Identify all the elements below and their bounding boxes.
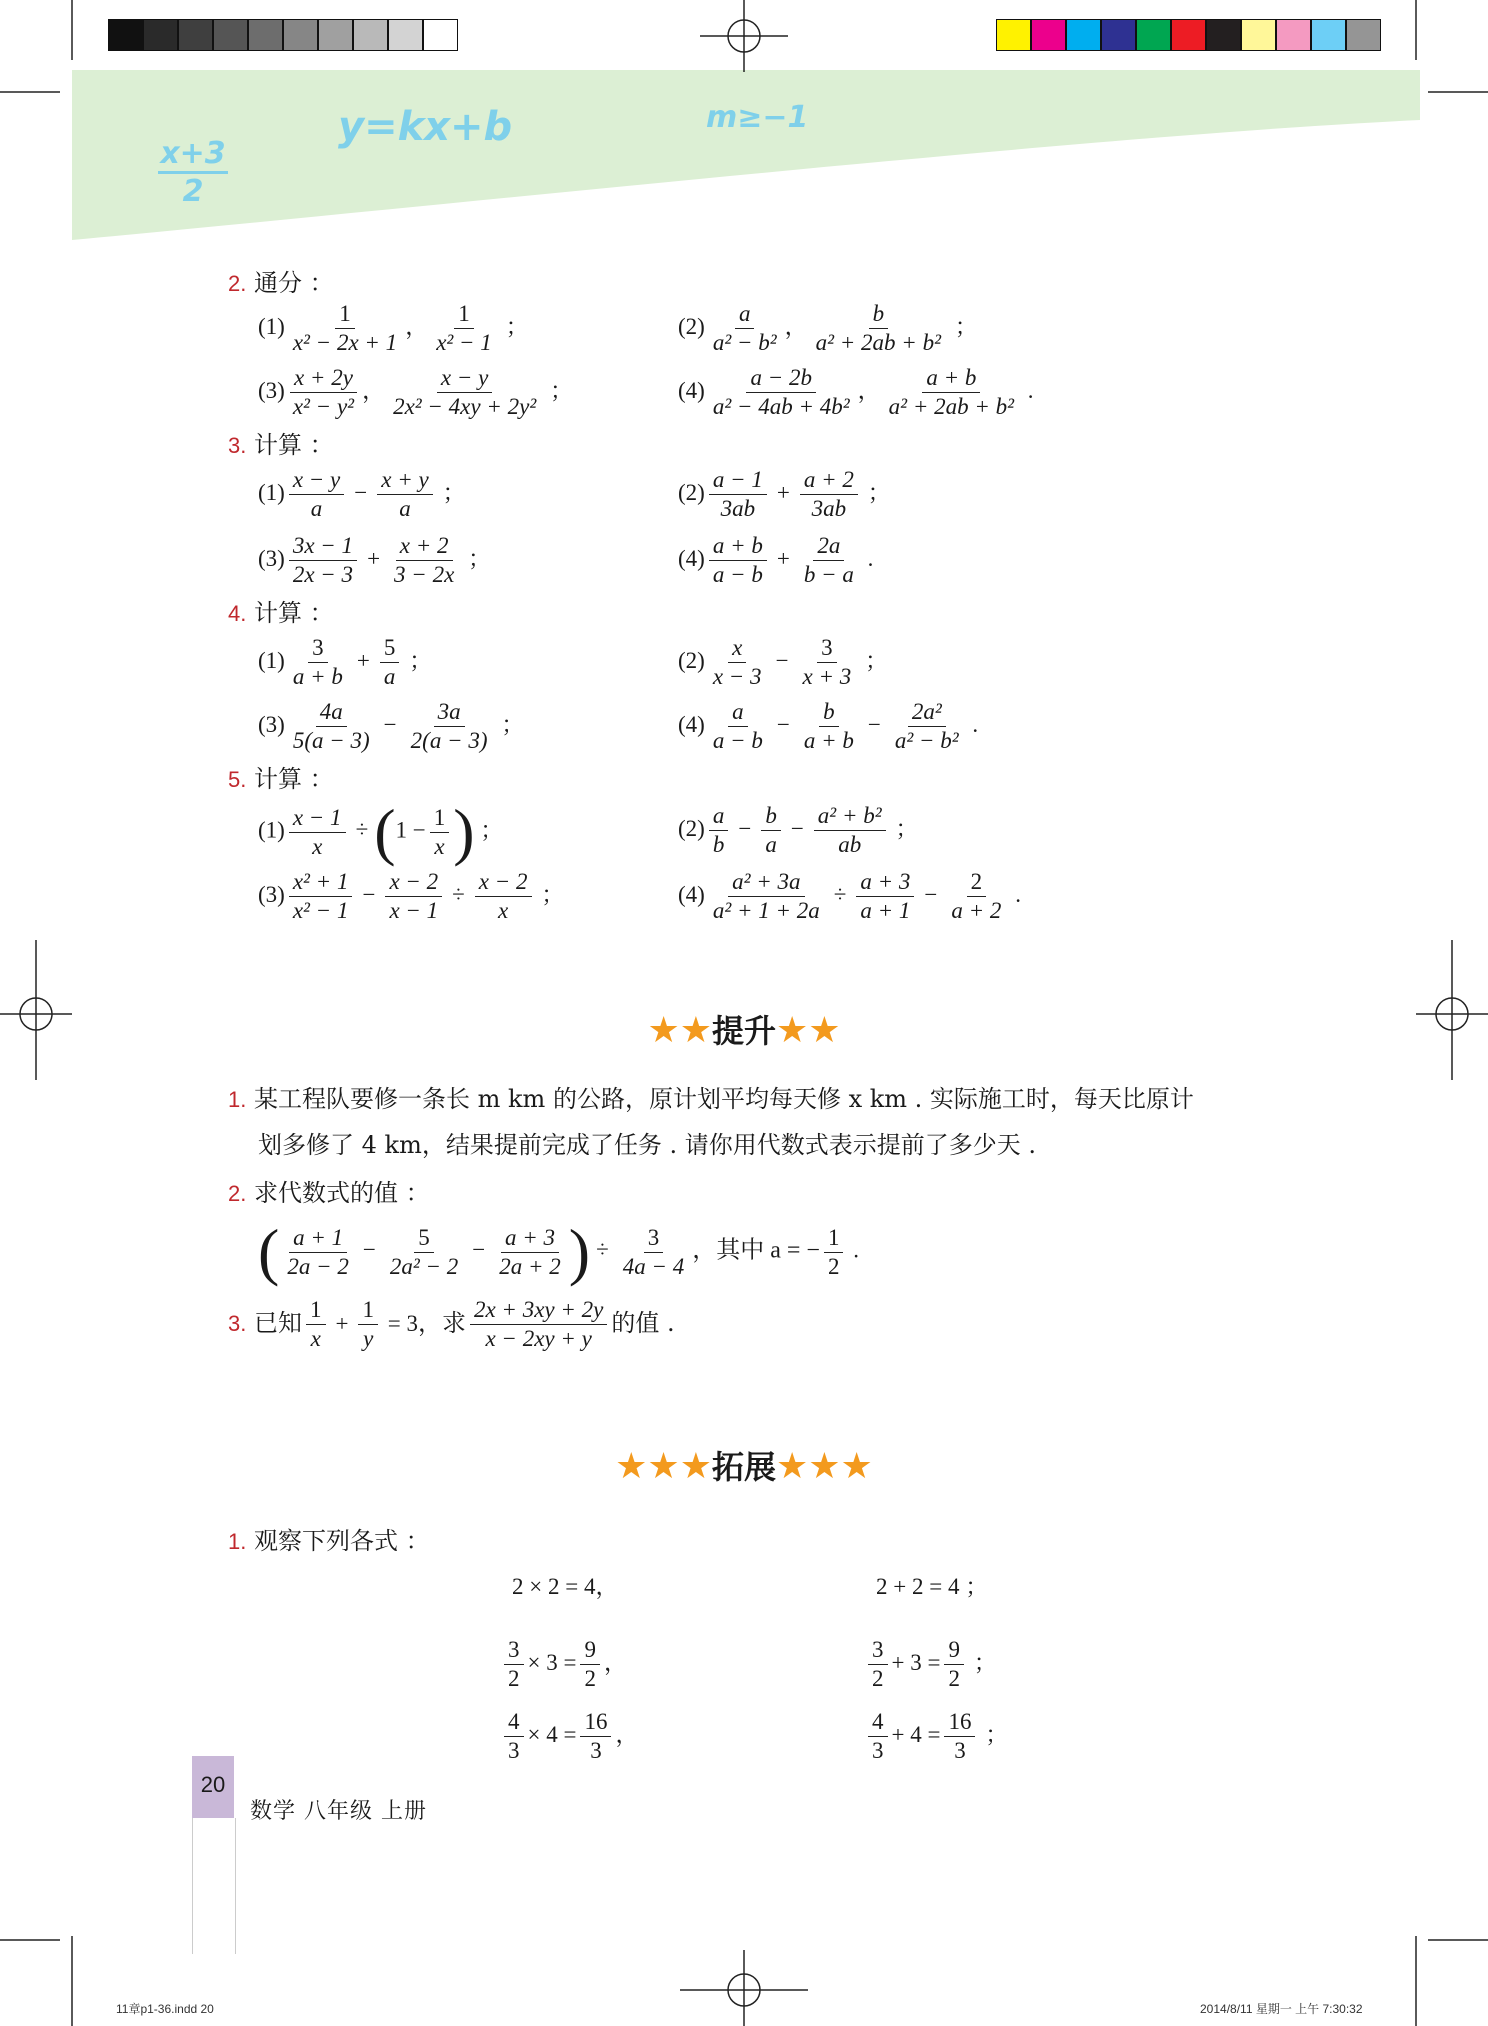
q5-1: (1) $\frac{x - 1}{x}$ ÷(1 − $\frac{1}{x}$ ) ； — [258, 796, 504, 867]
ts3: 3. 已知 $\frac{1}{x}$ + $\frac{1}{y}$ = 3，求 $\frac{2x + 3xy + 2y}{x - 2xy + y}$ 的值 . — [228, 1297, 675, 1351]
q5-3: (3) $\frac{\text{x² + 1}}{\text{x² − 1}}$ − $\frac{x - 2}{x - 1}$ ÷ $\frac{x - 2}{x}$ ； — [258, 869, 565, 923]
section-heading-tuozhan: ★★★拓展★★★ — [615, 1446, 873, 1487]
q3-1: (1) $\frac{x - y}{a}$ − $\frac{x + y}{a}$ ； — [258, 467, 466, 521]
q4-4: (4) $\frac{a}{a - b}$ − $\frac{b}{a + b}$ − $\frac{\text{2a²}}{\text{a² − b²}}$ . — [678, 699, 979, 753]
tz1-row3-product: $\frac{4}{3}$ × 4 = $\frac{16}{3}$ ， — [500, 1708, 638, 1765]
q3-3: (3) $\frac{3x - 1}{2x - 3}$ + $\frac{x + 2}{3 - 2x}$ ； — [258, 533, 492, 587]
q4-3: (3) $\frac{4a}{5(a - 3)}$ − $\frac{3a}{2(a - 3)}$ ； — [258, 699, 525, 753]
q5-4: (4) $\frac{\text{a² + 3a}}{\text{a² + 1 + 2a}}$ ÷ $\frac{a + 3}{a + 1}$ − $\frac{2}{a + 2}$ . — [678, 869, 1021, 923]
file-name: 11章p1-36.indd 20 — [116, 2002, 214, 2016]
ts1-line1: 1. 某工程队要修一条长 m km 的公路，原计划平均每天修 x km . 实际施工时，每天比原计 — [228, 1085, 1194, 1113]
ts1-line2: 划多修了 4 km，结果提前完成了任务 . 请你用代数式表示提前了多少天 . — [258, 1131, 1036, 1159]
header-formula-linear: y=kx+b — [338, 104, 513, 150]
tz1-row2-sum: $\frac{3}{2}$ + 3 = $\frac{9}{2}$ ； — [864, 1636, 997, 1693]
q2-title: 2. 通分 ： — [228, 269, 334, 297]
ts2-expression: ( $\frac{a + 1}{2a - 2}$ − $\frac{5}{\text{2a² − 2}}$ − $\frac{a + 3}{2a + 2}$ ) ÷ $\frac{3}{4a - 4}$ ，其中 a = − $\frac{1}{2}$ . — [258, 1216, 859, 1287]
print-timestamp: 2014/8/11 星期一 上午 7:30:32 — [1200, 2002, 1363, 2016]
q2-3: (3) $\frac{x + 2y}{\text{x² − y²}}$ ， $\frac{x - y}{\text{2x² − 4xy + 2y²}}$ ； — [258, 365, 573, 419]
book-title: 数学 八年级 上册 — [250, 1799, 427, 1824]
tz1-row3-sum: $\frac{4}{3}$ + 4 = $\frac{16}{3}$ ； — [864, 1708, 1008, 1765]
q3-4: (4) $\frac{a + b}{a - b}$ + $\frac{2a}{b - a}$ . — [678, 533, 874, 587]
q5-2: (2) $\frac{a}{b}$ − $\frac{b}{a}$ − $\frac{\text{a² + b²}}{ab}$ ； — [678, 803, 919, 857]
tz1-row1-product: 2 × 2 = 4， — [512, 1574, 619, 1599]
header-formula-inequality: m≥−1 — [706, 100, 809, 135]
q4-title: 4. 计算 ： — [228, 599, 334, 627]
q3-title: 3. 计算 ： — [228, 431, 334, 459]
q2-1: (1) $\frac{1}{\text{x² − 2x + 1}}$ ， $\frac{1}{\text{x² − 1}}$ ； — [258, 301, 529, 355]
q2-4: (4) $\frac{a - 2b}{\text{a² − 4ab + 4b²}}$ ， $\frac{a + b}{\text{a² + 2ab + b²}}$ . — [678, 365, 1034, 419]
tz1-row2-product: $\frac{3}{2}$ × 3 = $\frac{9}{2}$ ， — [500, 1636, 627, 1693]
tz1-title: 1. 观察下列各式 ： — [228, 1527, 430, 1555]
q3-2: (2) $\frac{a - 1}{3ab}$ + $\frac{a + 2}{3ab}$ ； — [678, 467, 891, 521]
q4-2: (2) $\frac{x}{x - 3}$ − $\frac{3}{x + 3}$ ； — [678, 635, 889, 689]
page-number: 20 — [200, 1772, 226, 1797]
header-formula-fraction: x+3 2 — [158, 136, 228, 209]
q4-1: (1) $\frac{3}{a + b}$ + $\frac{5}{a}$ ； — [258, 635, 433, 689]
q2-2: (2) $\frac{a}{\text{a² − b²}}$ ， $\frac{b}{\text{a² + 2ab + b²}}$ ； — [678, 301, 978, 355]
q5-title: 5. 计算 ： — [228, 765, 334, 793]
page-tab-rail — [192, 1818, 236, 1954]
section-heading-tisheng: ★★提升★★ — [647, 1010, 841, 1051]
ts2-title: 2. 求代数式的值 ： — [228, 1179, 430, 1207]
tz1-row1-sum: 2 + 2 = 4 ； — [876, 1574, 989, 1599]
